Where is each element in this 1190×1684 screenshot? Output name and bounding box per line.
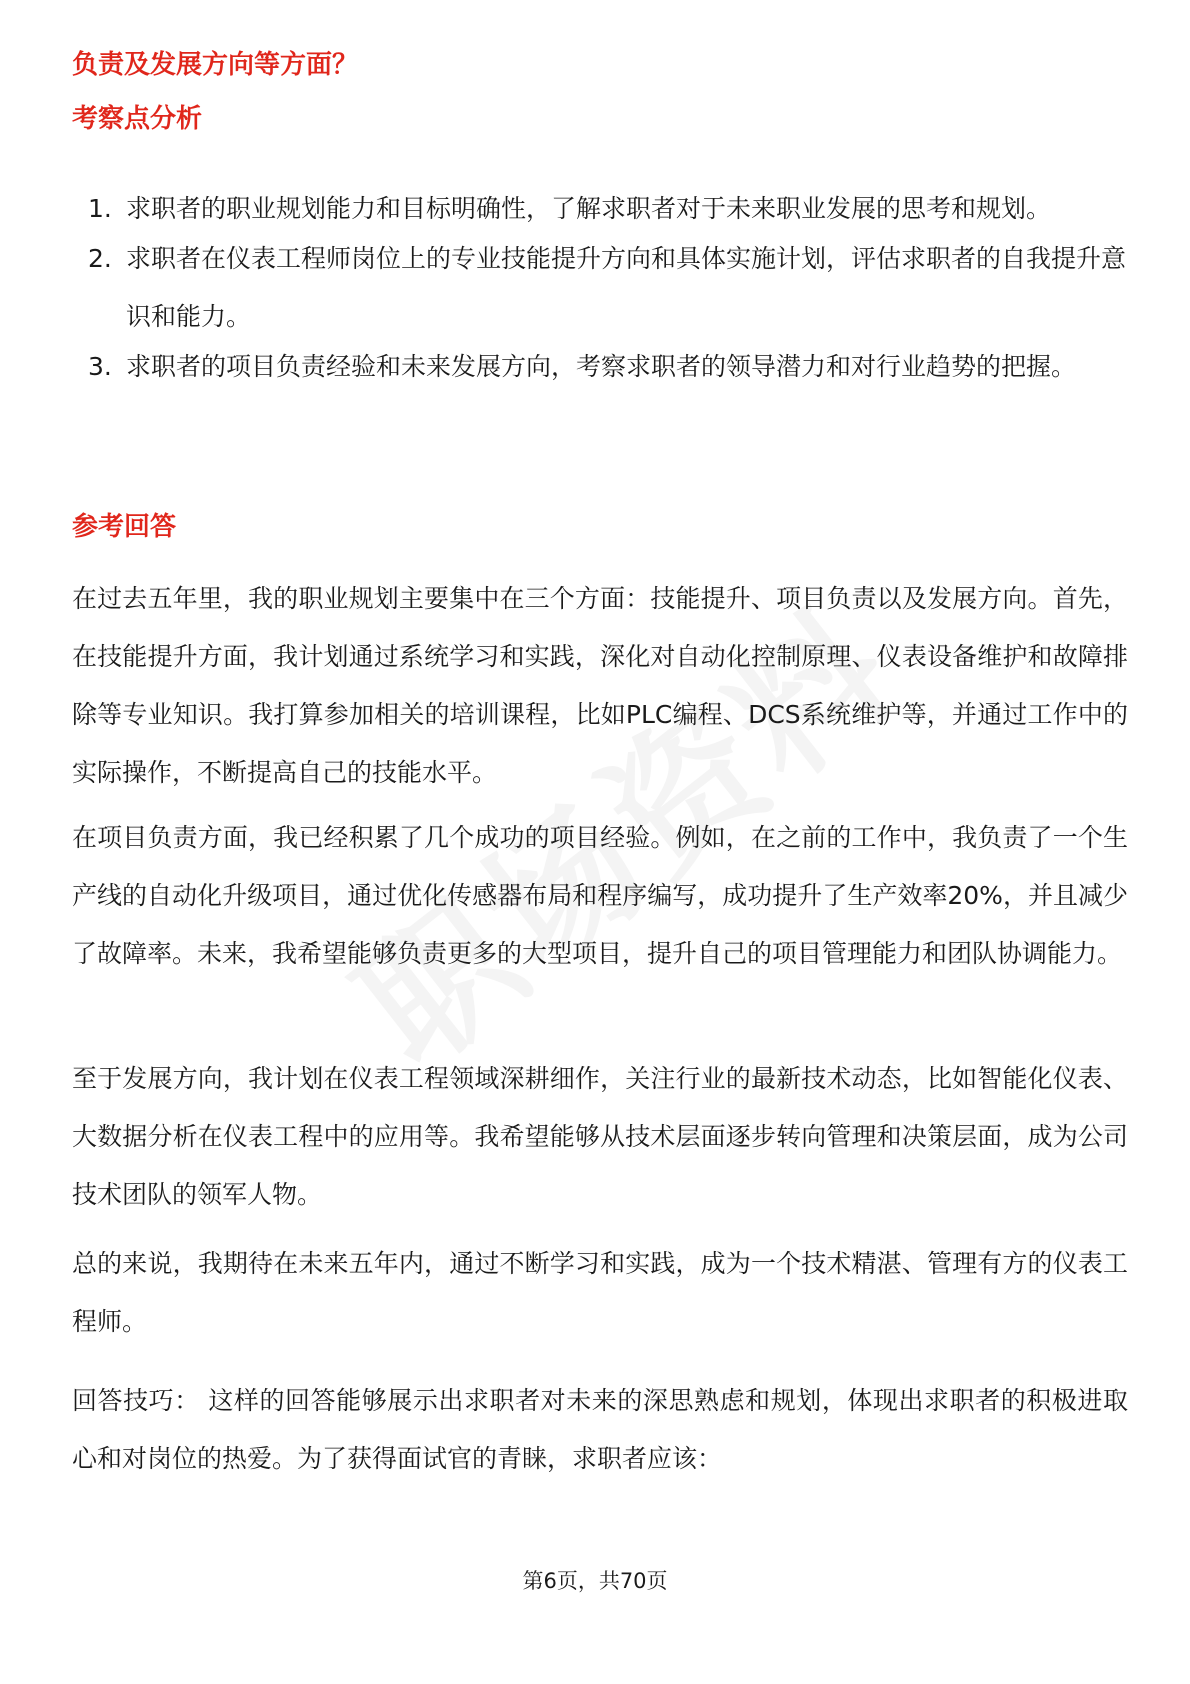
- answer-paragraph: 在项目负责方面，我已经积累了几个成功的项目经验。例如，在之前的工作中，我负责了一个生产线的自动化升级项目，通过优化传感器布局和程序编写，成功提升了生产效率20%，并且减少了故障率。未来，我希望能够负责更多的大型项目，提升自己的项目管理能力和团队协调能力。: [72, 823, 1128, 968]
- answer-paragraph: 总的来说，我期待在未来五年内，通过不断学习和实践，成为一个技术精湛、管理有方的仪表工程师。: [72, 1249, 1128, 1336]
- answer-paragraph: 在过去五年里，我的职业规划主要集中在三个方面：技能提升、项目负责以及发展方向。首先，在技能提升方面，我计划通过系统学习和实践，深化对自动化控制原理、仪表设备维护和故障排除等专业知识。我打算参加相关的培训课程，比如PLC编程、DCS系统维护等，并通过工作中的实际操作，不断提高自己的技能水平。: [72, 584, 1128, 787]
- page-footer: 第6页，共70页: [522, 1569, 668, 1593]
- list-item-text: 求职者在仪表工程师岗位上的专业技能提升方向和具体实施计划，评估求职者的自我提升意识和能力。: [126, 244, 1127, 331]
- question-tail-heading: 负责及发展方向等方面？: [72, 50, 359, 80]
- analysis-list: [72, 180, 1132, 396]
- list-number: 2.: [88, 244, 112, 273]
- list-number: 1.: [88, 194, 112, 223]
- analysis-item: [72, 338, 1132, 396]
- answer-heading: 参考回答: [72, 512, 177, 542]
- tips-paragraph: 回答技巧： 这样的回答能够展示出求职者对未来的深思熟虑和规划，体现出求职者的积极进取心和对岗位的热爱。为了获得面试官的青睐，求职者应该：: [72, 1386, 1128, 1473]
- list-item-text: 求职者的职业规划能力和目标明确性，了解求职者对于未来职业发展的思考和规划。: [126, 194, 1052, 223]
- list-item-text: 求职者的项目负责经验和未来发展方向，考察求职者的领导潜力和对行业趋势的把握。: [126, 352, 1077, 381]
- analysis-heading: 考察点分析: [72, 104, 203, 134]
- answer-paragraph: 至于发展方向，我计划在仪表工程领域深耕细作，关注行业的最新技术动态，比如智能化仪表、大数据分析在仪表工程中的应用等。我希望能够从技术层面逐步转向管理和决策层面，成为公司技术团队的领军人物。: [72, 1064, 1128, 1209]
- list-number: 3.: [88, 352, 112, 381]
- analysis-item: [72, 230, 1132, 346]
